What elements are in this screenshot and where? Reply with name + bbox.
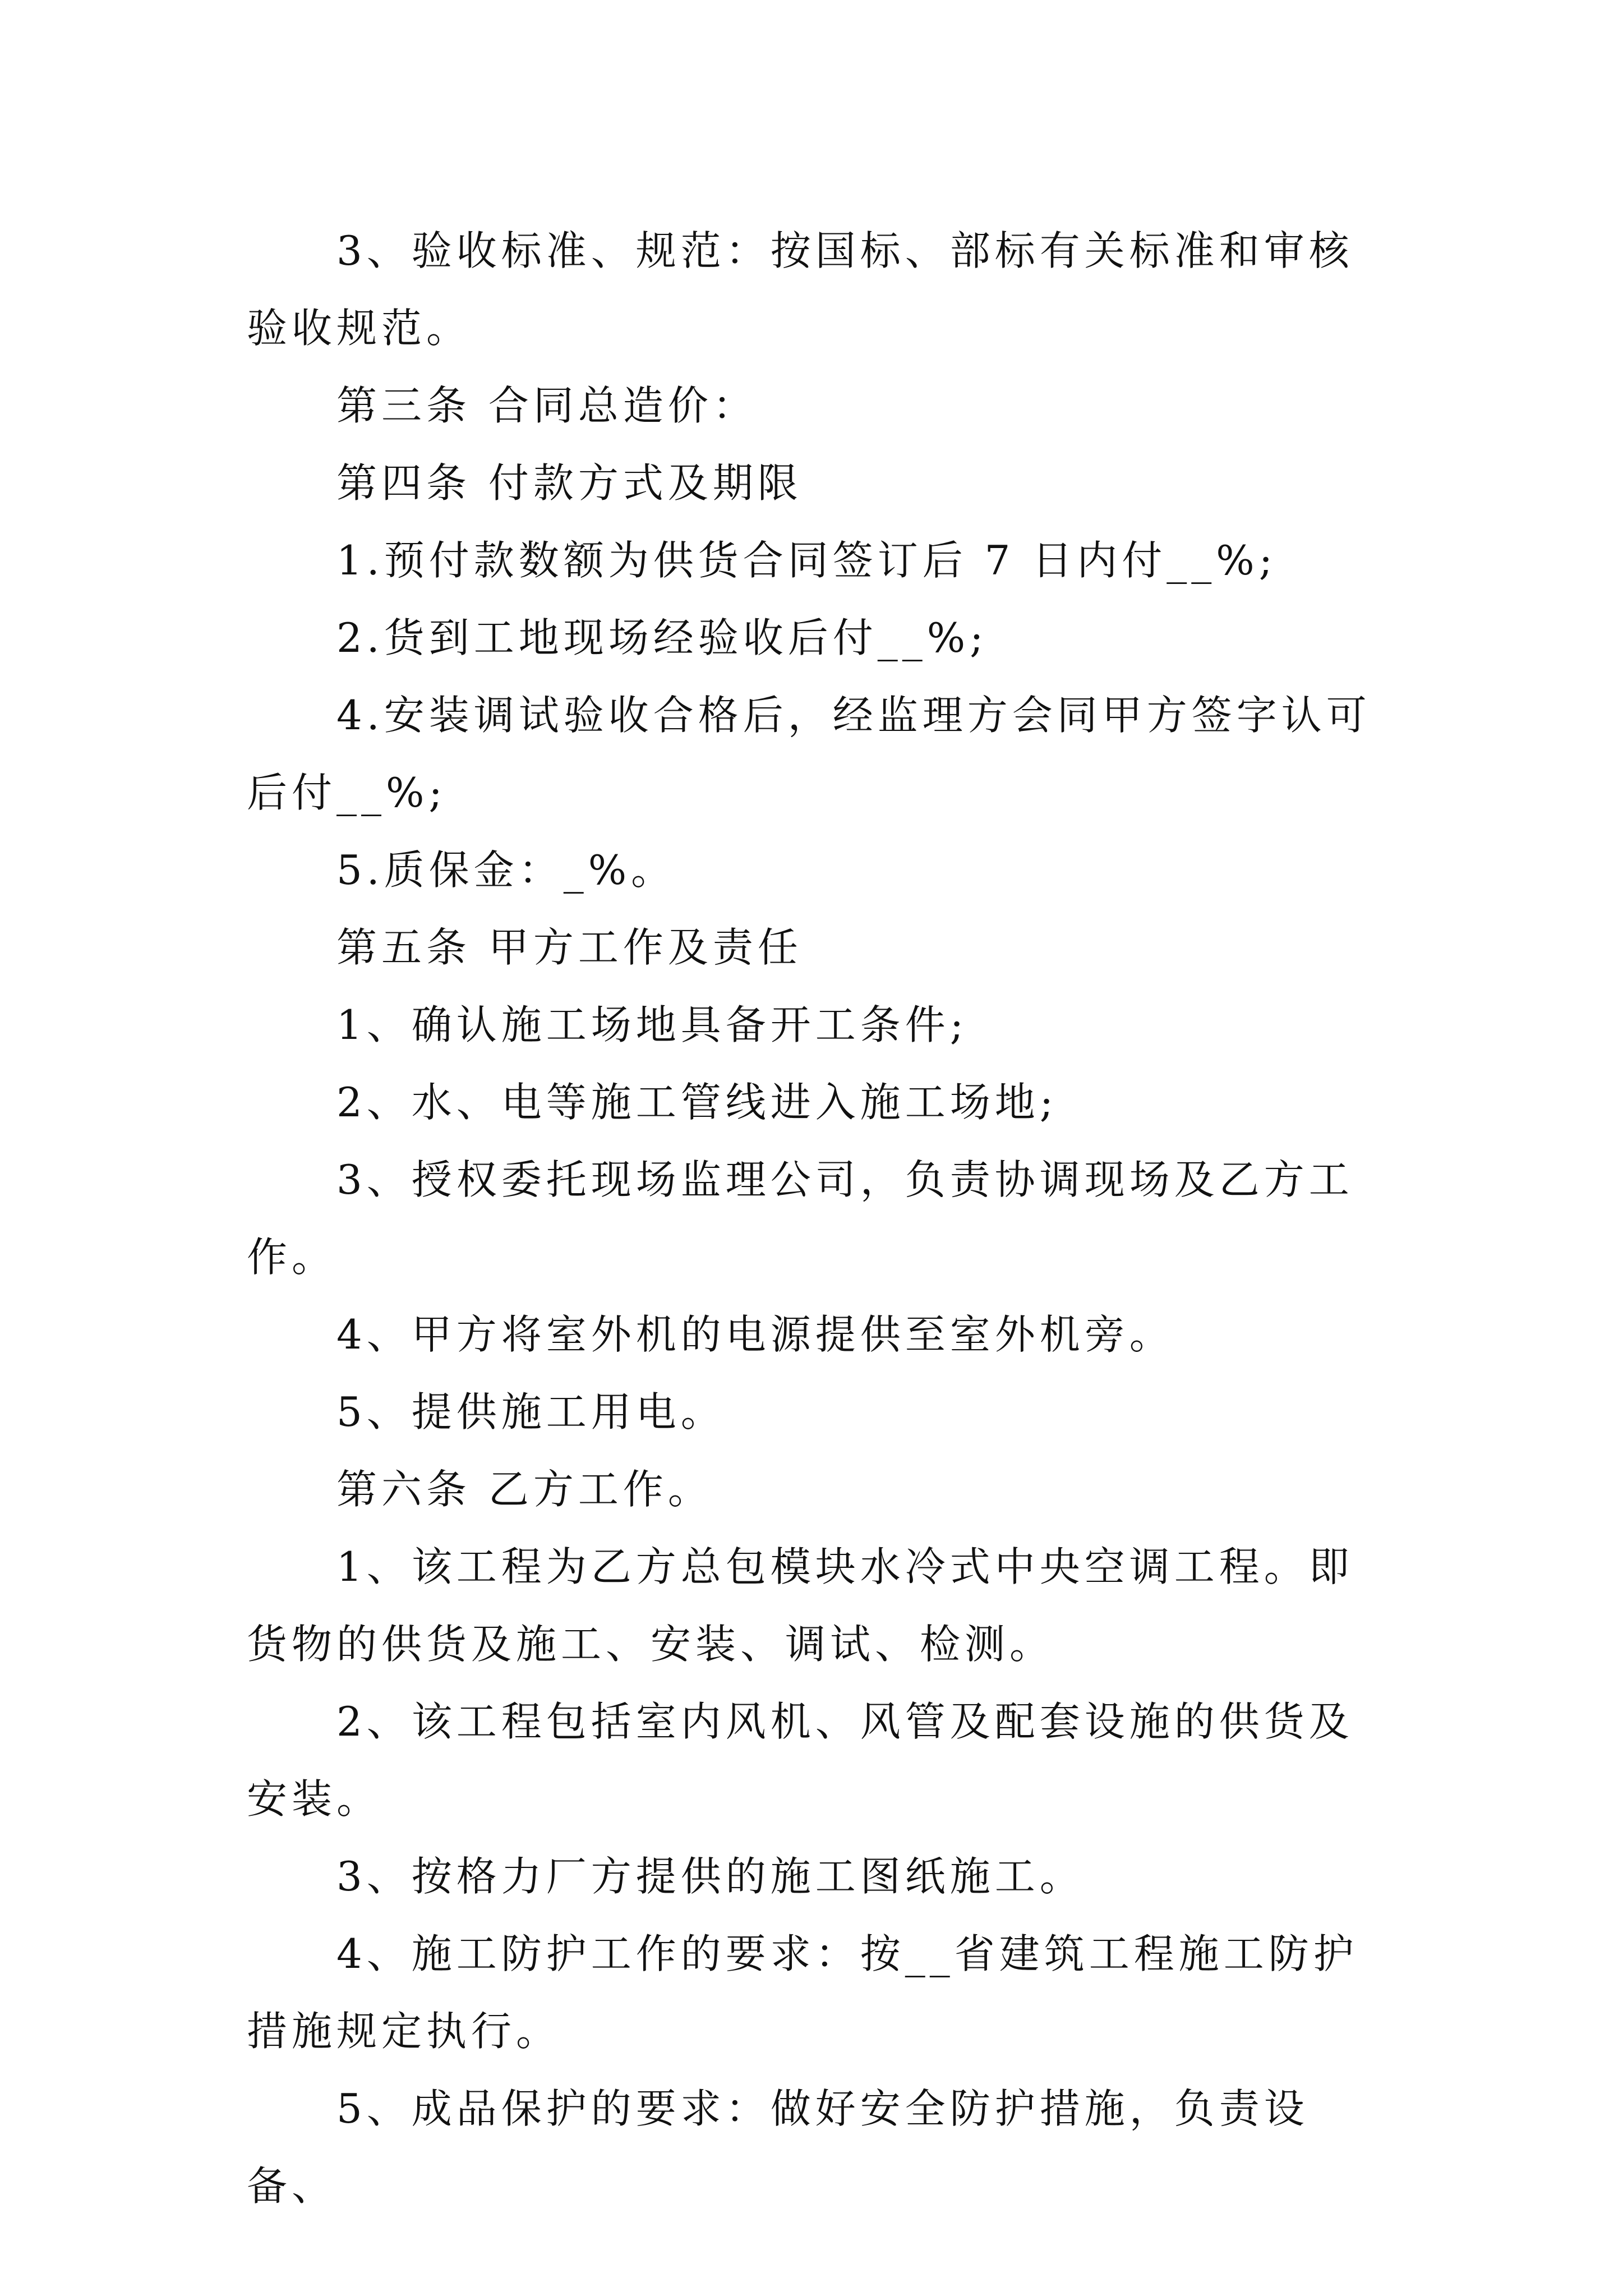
paragraph-party-b-3: 3、按格力厂方提供的施工图纸施工。 [336, 1853, 1085, 1900]
paragraph-party-a-3: 3、授权委托现场监理公司，负责协调现场及乙方工作。 [247, 1156, 1354, 1281]
paragraph-payment-4: 4.安装调试验收合格后，经监理方会同甲方签字认可后付__%; [247, 692, 1371, 816]
document-body [247, 212, 1380, 2225]
paragraph-party-b-4: 4、施工防护工作的要求：按__省建筑工程施工防护措施规定执行。 [247, 1930, 1358, 2055]
paragraph-payment-1: 1.预付款数额为供货合同签订后 7 日内付__%; [336, 537, 1277, 584]
heading-article-6: 第六条 乙方工作。 [336, 1466, 713, 1513]
paragraph-party-a-2: 2、水、电等施工管线进入施工场地; [336, 1079, 1058, 1126]
paragraph-party-a-4: 4、甲方将室外机的电源提供至室外机旁。 [336, 1311, 1174, 1358]
paragraph-acceptance-standards: 3、验收标准、规范：按国标、部标有关标准和审核验收规范。 [247, 227, 1354, 352]
paragraph-party-b-5: 5、成品保护的要求：做好安全防护措施，负责设备、 [247, 2085, 1309, 2210]
paragraph-party-b-1: 1、该工程为乙方总包模块水冷式中央空调工程。即货物的供货及施工、安装、调试、检测。 [247, 1543, 1354, 1668]
heading-article-4: 第四条 付款方式及期限 [336, 459, 803, 507]
paragraph-party-b-2: 2、该工程包括室内风机、风管及配套设施的供货及安装。 [247, 1698, 1354, 1823]
heading-article-5: 第五条 甲方工作及责任 [336, 924, 803, 971]
paragraph-payment-2: 2.货到工地现场经验收后付__%; [336, 614, 988, 661]
heading-article-3: 第三条 合同总造价： [336, 382, 758, 429]
paragraph-payment-5: 5.质保金：_%。 [336, 846, 676, 894]
paragraph-party-a-5: 5、提供施工用电。 [336, 1388, 726, 1435]
paragraph-party-a-1: 1、确认施工场地具备开工条件; [336, 1001, 969, 1048]
